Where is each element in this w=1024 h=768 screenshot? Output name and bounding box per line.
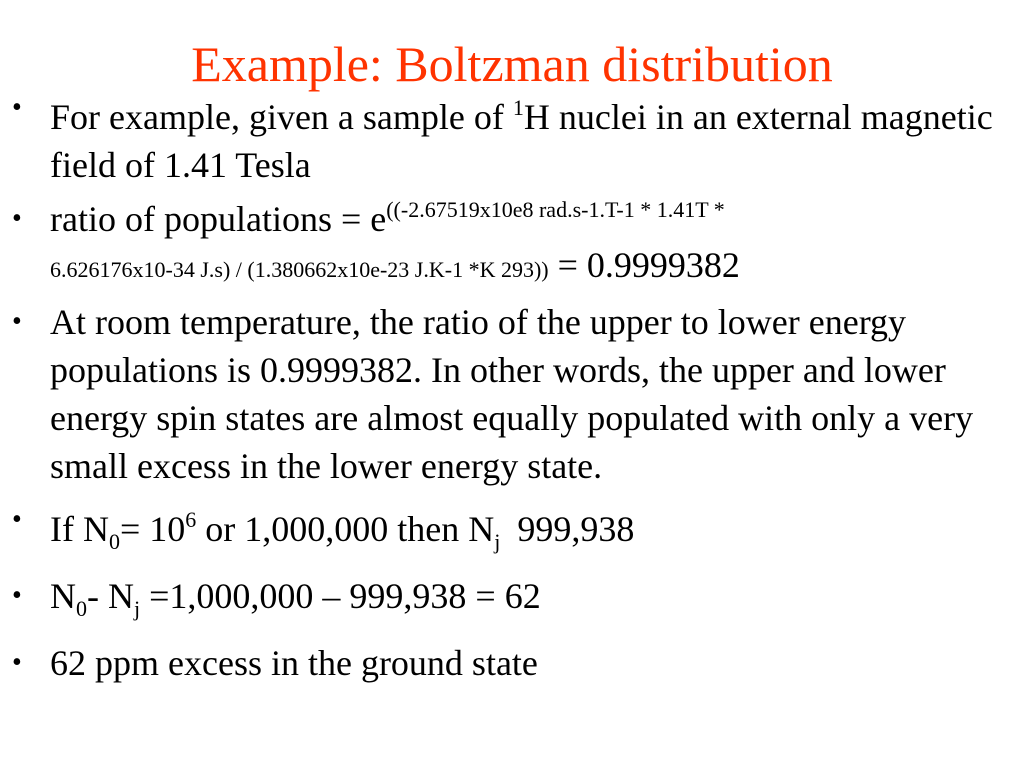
- bullet-if-n0-t2: = 10: [119, 509, 186, 549]
- bullet-room-temperature: [12, 298, 1012, 490]
- bullet-difference-t1: N: [50, 576, 76, 616]
- bullet-ppm-excess: [12, 639, 1012, 687]
- bullet-sample: [12, 84, 1012, 189]
- bullet-difference-sub1: 0: [76, 596, 87, 621]
- bullet-sample-text-pre: For example, given a sample of: [50, 97, 513, 137]
- bullet-difference-t2: - N: [87, 576, 134, 616]
- bullet-if-n0-sub1: 0: [108, 529, 120, 554]
- bullet-ratio-second-line: [50, 243, 1012, 292]
- bullet-room-temperature-text: At room temperature, the ratio of the upper to lower energy populations is 0.9999382. In other words, the upper and lower energy spin states are almost equally populated with only a very small excess in the lower energy state.: [50, 302, 974, 486]
- bullet-if-n0-sup1: 6: [185, 507, 197, 532]
- slide-title: Example: Boltzman distribution: [191, 36, 833, 92]
- bullet-ratio-exponent-line1: ((-2.67519x10e8 rad.s-1.T-1 * 1.41T *: [386, 197, 725, 222]
- bullet-dot: •: [12, 504, 22, 535]
- bullet-dot: •: [12, 580, 22, 611]
- bullet-if-n0-t1: If N: [50, 509, 109, 549]
- bullet-ppm-excess-text: 62 ppm excess in the ground state: [50, 643, 538, 683]
- bullet-sample-text-post: H nuclei in an external magnetic field of 1.41 Tesla: [50, 97, 993, 185]
- bullet-dot: •: [12, 92, 22, 123]
- bullet-difference: [12, 572, 1012, 633]
- bullet-difference-sub2: j: [134, 596, 141, 621]
- bullet-ratio-result: = 0.9999382: [548, 245, 740, 285]
- bullet-ratio-text-pre: ratio of populations = e: [50, 199, 387, 239]
- bullet-sample-superscript: 1: [512, 95, 524, 120]
- bullet-list: [12, 84, 1012, 693]
- bullet-if-n0-sub2: j: [494, 529, 501, 554]
- bullet-if-n0-t4: 999,938: [508, 509, 635, 549]
- bullet-ratio: [12, 195, 1012, 292]
- bullet-dot: •: [12, 647, 22, 678]
- bullet-ratio-exponent-line2: 6.626176x10-34 J.s) / (1.380662x10e-23 J.K-1 *K 293)): [50, 257, 549, 282]
- bullet-dot: •: [12, 203, 22, 234]
- bullet-if-n0-t3: or 1,000,000 then N: [196, 509, 495, 549]
- bullet-if-n0: [12, 496, 1012, 566]
- bullet-difference-t3: =1,000,000 – 999,938 = 62: [140, 576, 541, 616]
- bullet-dot: •: [12, 306, 22, 337]
